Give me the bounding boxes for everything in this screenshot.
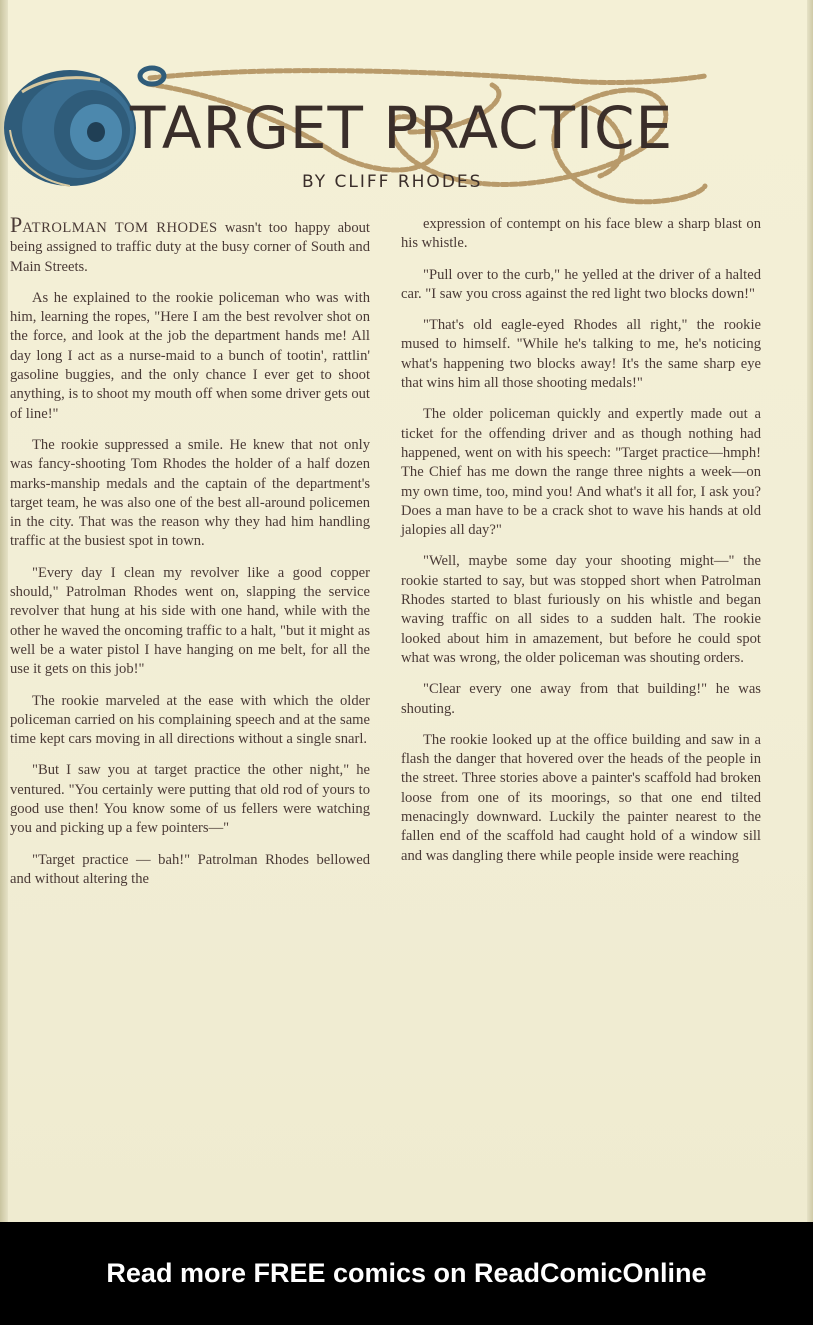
drop-cap: P bbox=[10, 212, 23, 237]
paragraph: expression of contempt on his face blew a sharp blast on his whistle. bbox=[401, 216, 761, 252]
promo-banner bbox=[0, 1222, 813, 1325]
paragraph: The rookie looked up at the office building and saw in a flash the danger that hovered over the heads of the people in the street. Three stories above a painter's scaffold had broken loose from one of its moorings, so that one end tilted menacingly downward. Luckily the painter nearest to the fallen end of the scaffold had caught hold of a window sill and was dangling there while people inside were reaching bbox=[401, 731, 761, 864]
paragraph: "Clear every one away from that building!" he was shouting. bbox=[401, 681, 761, 717]
left-column bbox=[10, 212, 370, 901]
article-header bbox=[0, 0, 813, 210]
article-byline: BY CLIFF RHODES bbox=[302, 172, 483, 192]
first-paragraph-lead: ATROLMAN TOM RHODES bbox=[22, 220, 218, 236]
paragraph: "Pull over to the curb," he yelled at the driver of a halted car. "I saw you cross against the red light two blocks down!" bbox=[401, 266, 761, 302]
paragraph: The rookie suppressed a smile. He knew that not only was fancy-shooting Tom Rhodes the holder of a half dozen marks-manship medals and the captain of the department's target team, he was also one of the best all-around policemen in the city. That was the reason why they had him handling traffic at the busiest spot in town. bbox=[10, 436, 370, 550]
first-paragraph bbox=[10, 212, 370, 277]
paragraph: As he explained to the rookie policeman who was with him, learning the ropes, "Here I am the best revolver shot on the force, and look at the job the department hands me! All day long I act as a nurse-maid to a bunch of tootin', rattlin' gasoline buggies, and the only chance I ever get to shoot anything, is to shoot my mouth off when some driver gets out of line!" bbox=[10, 289, 370, 422]
paragraph: The rookie marveled at the ease with which the older policeman carried on his complaining speech and at the same time kept cars moving in all directions without a single snarl. bbox=[10, 692, 370, 748]
paragraph: "Every day I clean my revolver like a good copper should," Patrolman Rhodes went on, slapping the service revolver that hung at his side with one hand, while with the other he waved the oncoming traffic to a halt, "but it might as well be a water pistol I have hanging on me belt, for all the use it gets on this job!" bbox=[10, 564, 370, 678]
promo-banner-link[interactable]: Read more FREE comics on ReadComicOnline bbox=[106, 1258, 707, 1288]
paragraph: "That's old eagle-eyed Rhodes all right," the rookie mused to himself. "While he's talking to me, he's noticing what's happening two blocks away! It's the same sharp eye that wins him all those shooting medals!" bbox=[401, 317, 761, 392]
paragraph: The older policeman quickly and expertly made out a ticket for the offending driver and as though nothing had happened, went on with his speech: "Target practice—hmph! The Chief has me down the range three nights a week—on my own time, too, mind you! And what's it all for, I ask you? Does a man have to be a crack shot to wave his hands at old jalopies all day?" bbox=[401, 406, 761, 539]
right-column bbox=[401, 215, 761, 878]
paragraph: "But I saw you at target practice the other night," he ventured. "You certainly were putting that old rod of yours to good use then! You know some of us fellers were watching you and picking up a few pointers—" bbox=[10, 762, 370, 837]
paragraph: "Well, maybe some day your shooting might—" the rookie started to say, but was stopped short when Patrolman Rhodes started to blast furiously on his whistle and began waving traffic on all sides to a sudden halt. The rookie looked about him in amazement, but before he could spot what was wrong, the older policeman was shouting orders. bbox=[401, 553, 761, 666]
article-title: TARGET PRACTICE bbox=[130, 94, 674, 162]
first-paragraph-text: wasn't too happy about being assigned to traffic duty at the busy corner of South and Main Streets. bbox=[10, 220, 370, 275]
paragraph: "Target practice — bah!" Patrolman Rhodes bellowed and without altering the bbox=[10, 851, 370, 887]
